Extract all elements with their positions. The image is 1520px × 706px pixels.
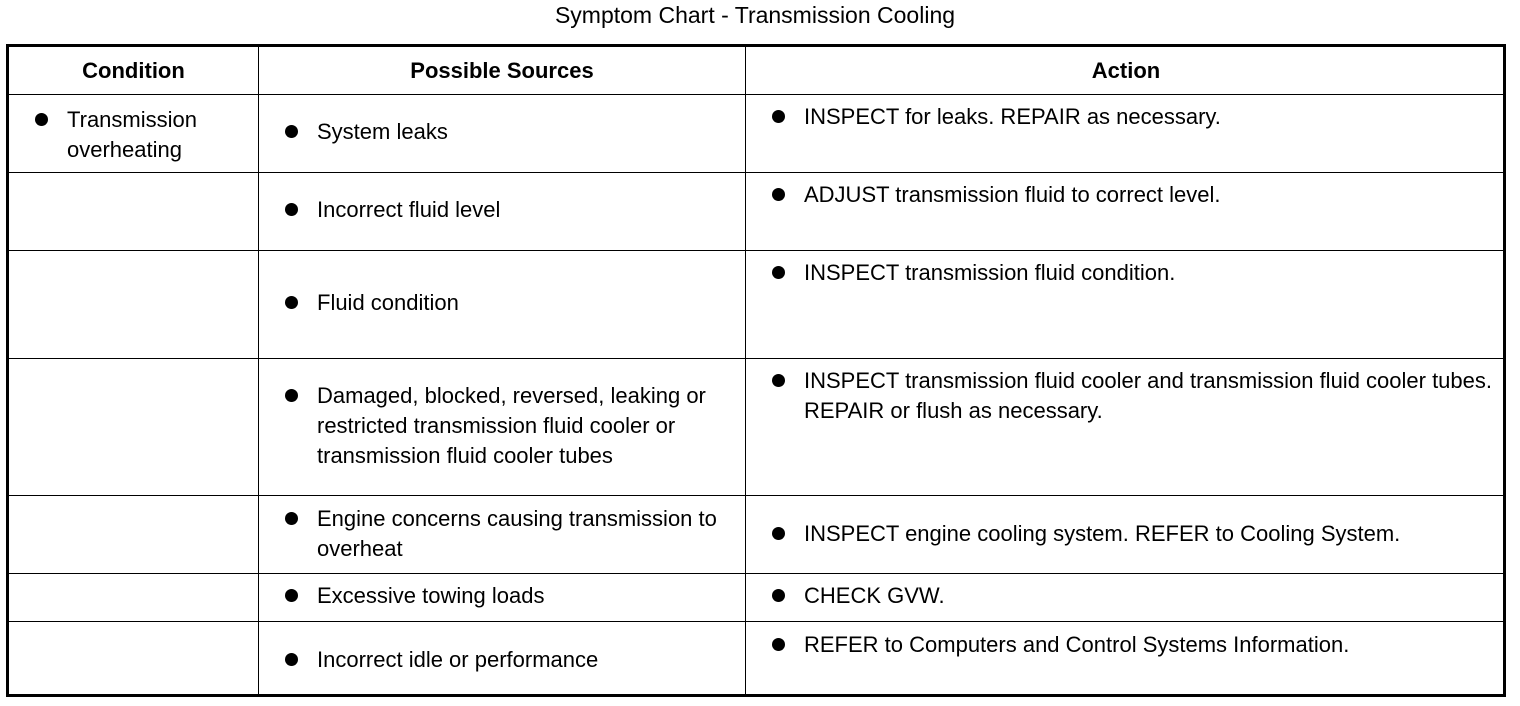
header-action: Action [1091, 58, 1161, 83]
action-text: INSPECT transmission fluid condition. [804, 260, 1176, 285]
bullet-icon [772, 589, 785, 602]
source-text: System leaks [317, 119, 448, 144]
bullet-icon [772, 266, 785, 279]
action-item [772, 102, 1494, 132]
action-text: INSPECT engine cooling system. REFER to Cooling System. [804, 521, 1401, 546]
bullet-icon [772, 110, 785, 123]
action-item [772, 630, 1494, 660]
action-text: REFER to Computers and Control Systems Information. [804, 632, 1350, 657]
source-item [285, 504, 733, 564]
header-possible-sources: Possible Sources [410, 58, 594, 83]
action-item [772, 519, 1502, 549]
action-column [746, 95, 1506, 700]
source-item [285, 195, 733, 225]
source-text: Incorrect fluid level [317, 197, 501, 222]
chart-title: Symptom Chart - Transmission Cooling [554, 2, 956, 28]
action-item [772, 581, 1494, 611]
source-item [285, 645, 733, 675]
action-item [772, 258, 1494, 288]
bullet-icon [772, 638, 785, 651]
bullet-icon [285, 653, 298, 666]
bullet-icon [35, 113, 48, 126]
bullet-icon [285, 512, 298, 525]
action-text: INSPECT for leaks. REPAIR as necessary. [804, 104, 1221, 129]
sources-column [259, 95, 745, 700]
source-item [285, 288, 733, 318]
action-text: INSPECT transmission fluid cooler and transmission fluid cooler tubes. REPAIR or flush as necessary. [804, 368, 1493, 423]
bullet-icon [772, 188, 785, 201]
bullet-icon [772, 527, 785, 540]
header-condition: Condition [82, 58, 185, 83]
source-item [285, 581, 733, 611]
condition-cell [9, 95, 258, 172]
action-item [772, 366, 1494, 426]
source-text: Incorrect idle or performance [317, 647, 599, 672]
bullet-icon [285, 389, 298, 402]
condition-text: Transmission overheating [67, 107, 197, 162]
symptom-table [6, 44, 1506, 697]
source-item [285, 381, 733, 471]
bullet-icon [772, 374, 785, 387]
bullet-icon [285, 589, 298, 602]
action-item [772, 180, 1494, 210]
action-text: CHECK GVW. [804, 583, 945, 608]
bullet-icon [285, 296, 298, 309]
source-item [285, 117, 733, 147]
action-text: ADJUST transmission fluid to correct level. [804, 182, 1221, 207]
source-text: Damaged, blocked, reversed, leaking or restricted transmission fluid cooler or transmission fluid cooler tubes [317, 383, 706, 468]
source-text: Excessive towing loads [317, 583, 545, 608]
bullet-icon [285, 125, 298, 138]
source-text: Fluid condition [317, 290, 459, 315]
source-text: Engine concerns causing transmission to overheat [317, 506, 717, 561]
condition-item [35, 105, 246, 165]
bullet-icon [285, 203, 298, 216]
